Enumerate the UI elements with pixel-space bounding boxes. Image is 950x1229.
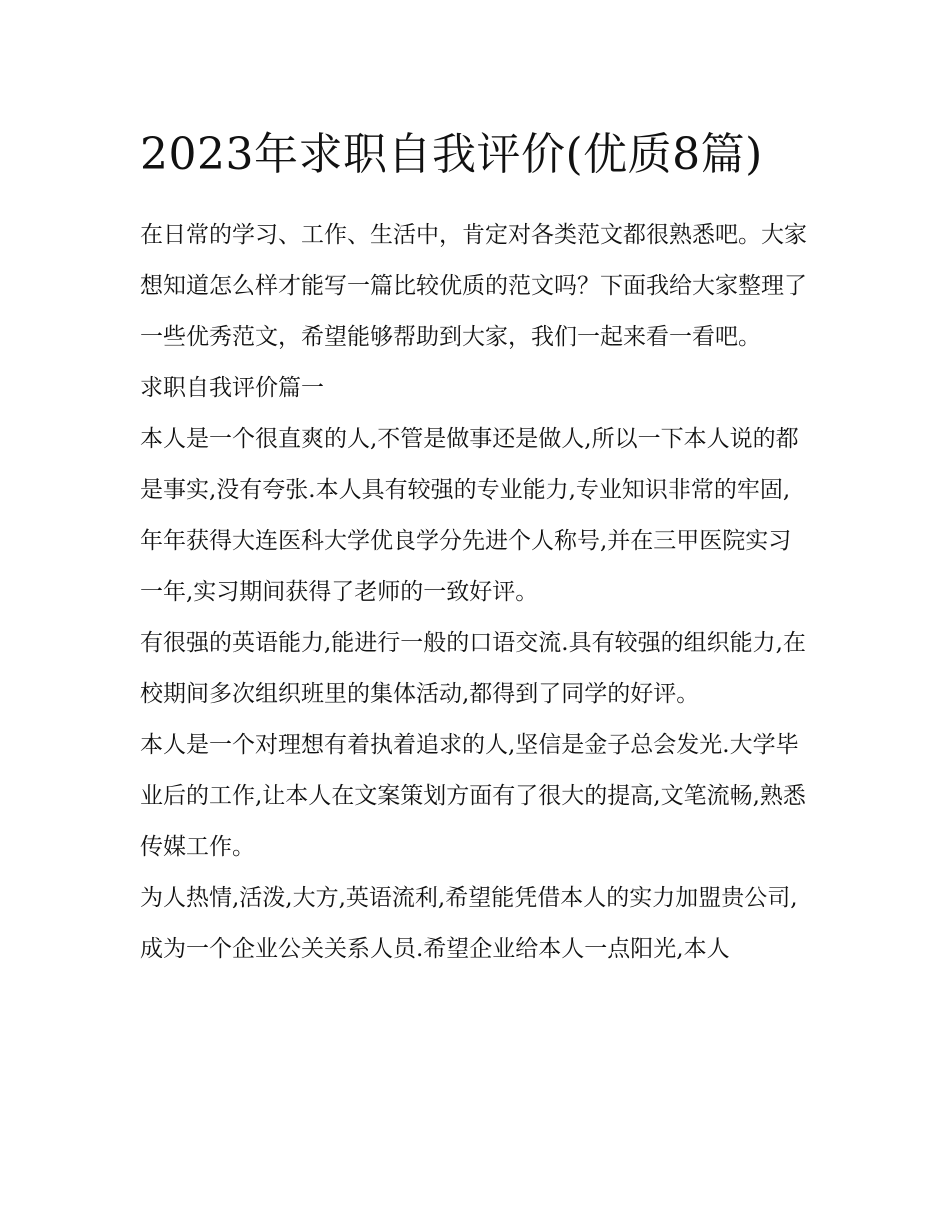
body-paragraph: 为人热情,活泼,大方,英语流利,希望能凭借本人的实力加盟贵公司,成为一个企业公关关系人员.希望企业给本人一点阳光,本人	[140, 885, 798, 962]
body-paragraph: 本人是一个很直爽的人,不管是做事还是做人,所以一下本人说的都是事实,没有夸张.本人具有较强的专业能力,专业知识非常的牢固,年年获得大连医科大学优良学分先进个人称号,并在三甲医院实习一年,实习期间获得了老师的一致好评。	[140, 426, 799, 605]
section-heading: 求职自我评价篇一	[140, 375, 324, 401]
body-paragraph: 本人是一个对理想有着执着追求的人,坚信是金子总会发光.大学毕业后的工作,让本人在文案策划方面有了很大的提高,文笔流畅,熟悉传媒工作。	[140, 732, 806, 860]
document-content	[140, 118, 812, 975]
document-body	[140, 210, 812, 975]
document-title: 2023年求职自我评价(优质8篇)	[140, 129, 763, 180]
body-paragraph: 有很强的英语能力,能进行一般的口语交流.具有较强的组织能力,在校期间多次组织班里的集体活动,都得到了同学的好评。	[140, 630, 806, 707]
intro-paragraph: 在日常的学习、工作、生活中，肯定对各类范文都很熟悉吧。大家想知道怎么样才能写一篇比较优质的范文吗？下面我给大家整理了一些优秀范文，希望能够帮助到大家，我们一起来看一看吧。	[140, 222, 807, 350]
